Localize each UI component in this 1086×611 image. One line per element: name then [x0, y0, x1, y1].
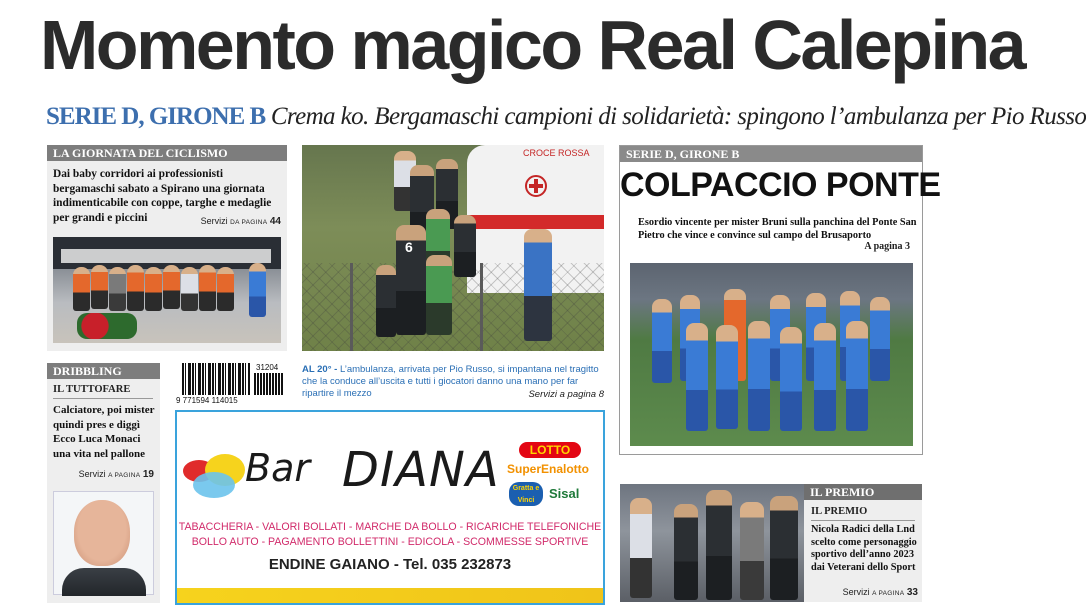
main-photo-ambulance[interactable]: [302, 145, 604, 351]
ad-address: ENDINE GAIANO - Tel. 035 232873: [268, 556, 512, 573]
team-photo: [630, 263, 913, 446]
sisal-logo: Sisal: [549, 486, 580, 501]
ad-services-line-2: BOLLO AUTO - PAGAMENTO BOLLETTINI - EDICOLA - SCOMMESSE SPORTIVE: [191, 536, 589, 548]
superenalotto-logo: SuperEnalotto: [507, 462, 590, 476]
serie-d-section-label: SERIE D, GIRONE B: [620, 146, 922, 162]
cycling-article[interactable]: [47, 145, 287, 351]
main-photo-page-ref: Servizi a pagina 8: [528, 389, 604, 400]
serie-d-article[interactable]: [619, 145, 941, 455]
dribbling-article[interactable]: [47, 363, 160, 603]
ad-bar-word: Bar: [245, 446, 310, 490]
subheadline: [46, 100, 1086, 134]
premio-photo: [620, 484, 804, 602]
subhead-deck: Crema ko. Bergamaschi campioni di solidarietà: spingono l’ambulanza per Pio Russo: [270, 103, 1086, 130]
dribbling-page-ref: Servizi A PAGINA 19: [78, 469, 154, 480]
dribbling-section-label: DRIBBLING: [47, 363, 160, 379]
premio-subsection: IL PREMIO: [811, 506, 868, 517]
cycling-text: Dai baby corridori ai professionisti bergamaschi sabato a Spirano una giornata indimenticabile con coppe, targhe e medaglie per grandi e piccini: [53, 168, 272, 224]
ad-bar-name: DIANA: [342, 442, 500, 498]
dribbling-subsection: IL TUTTOFARE: [53, 384, 131, 395]
subhead-kicker: SERIE D, GIRONE B: [46, 103, 266, 130]
ambulance-label: CROCE ROSSA: [523, 148, 590, 158]
serie-d-title: COLPACCIO PONTE: [620, 166, 941, 204]
fence: [302, 263, 604, 351]
premio-page-ref: Servizi A PAGINA 33: [842, 587, 918, 598]
ad-logo-bubbles: [183, 454, 247, 502]
premio-article[interactable]: [620, 484, 922, 602]
barcode-issue: 31204: [256, 363, 279, 372]
grattaevinci-logo: Gratta e Vinci: [509, 482, 543, 506]
main-photo-caption: AL 20° - L’ambulanza, arrivata per Pio Russo, si impantana nel tragitto che la conduce all’uscita e tutti i giocatori danno una mano per far ripartire il mezzo: [302, 364, 599, 399]
page-headline: Momento magico Real Calepina: [40, 6, 1025, 84]
dribbling-text: Calciatore, poi mister quindi pres e diggì Ecco Luca Monaci una vita nel pallone: [53, 404, 155, 460]
premio-text: Nicola Radici della Lnd scelto come personaggio sportivo dell’anno 2023 dai Veterani dello Sport: [811, 524, 917, 573]
barcode-number: 9 771594 114015: [176, 396, 238, 405]
serie-d-page-ref: A pagina 3: [864, 241, 910, 252]
serie-d-text: Esordio vincente per mister Bruni sulla panchina del Ponte San Pietro che vince e convince sul campo del Brusaporto: [638, 217, 917, 241]
cycling-photo: [53, 237, 281, 343]
premio-section-label: IL PREMIO: [804, 484, 922, 500]
bar-diana-advertisement[interactable]: [175, 410, 605, 605]
barcode: [176, 363, 288, 407]
lotto-logo: LOTTO: [519, 442, 581, 458]
cycling-section-label: LA GIORNATA DEL CICLISMO: [47, 145, 287, 161]
cycling-page-ref: Servizi DA PAGINA 44: [200, 216, 281, 227]
ad-services-line-1: TABACCHERIA - VALORI BOLLATI - MARCHE DA BOLLO - RICARICHE TELEFONICHE: [178, 521, 602, 533]
player-number-6: 6: [396, 225, 426, 335]
portrait-photo: [53, 491, 154, 595]
red-cross-icon: [525, 175, 547, 197]
